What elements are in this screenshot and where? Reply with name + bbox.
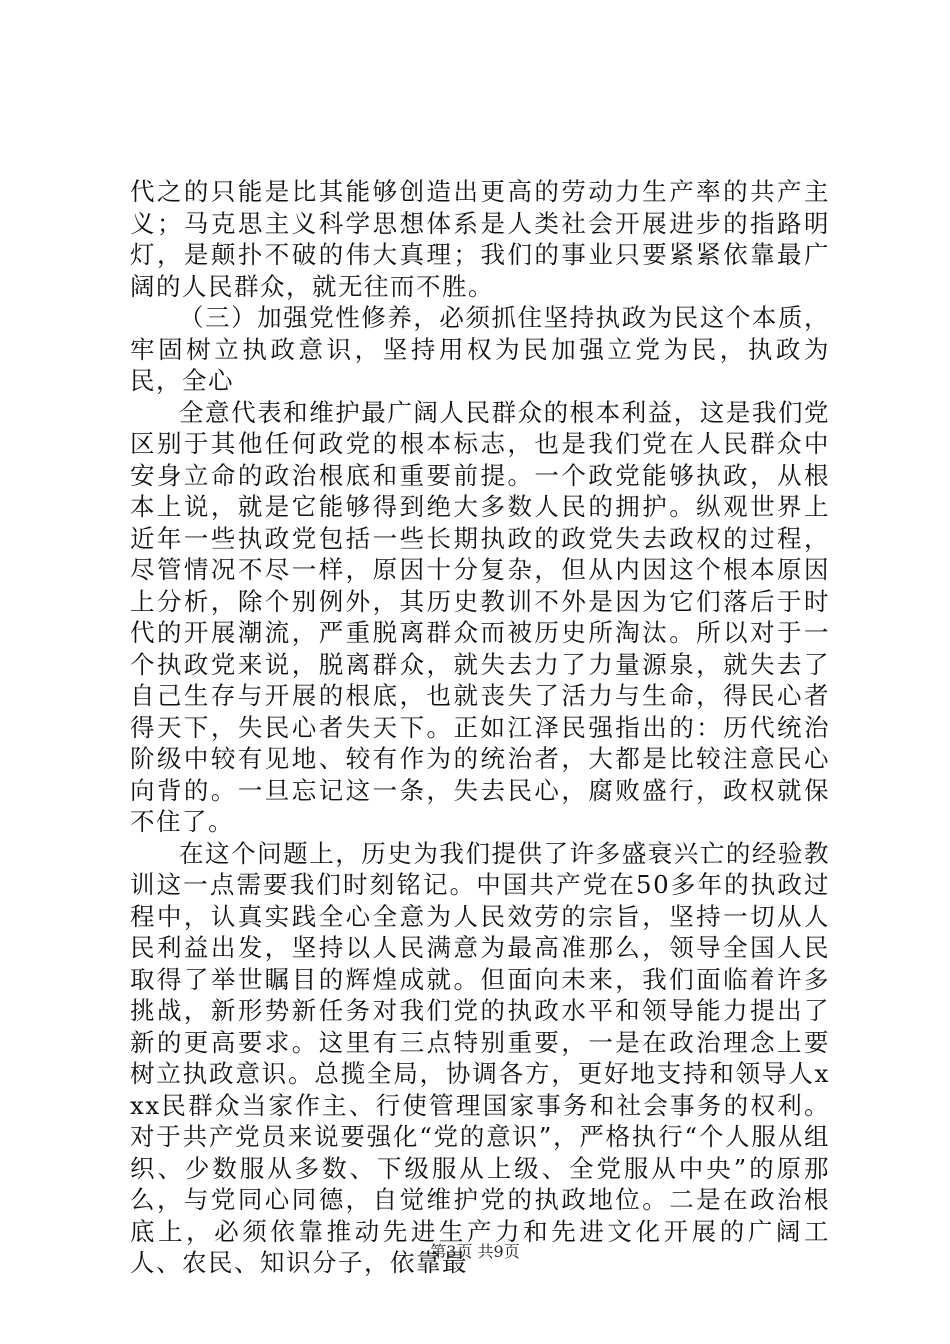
document-body bbox=[130, 176, 830, 1279]
page-footer: 第3页 共9页 bbox=[430, 1242, 520, 1261]
paragraph-1: 代之的只能是比其能够创造出更高的劳动力生产率的共产主义；马克思主义科学思想体系是人类社会开展进步的指路明灯，是颠扑不破的伟大真理；我们的事业只要紧紧依靠最广阔的人民群众，就无往而不胜。 bbox=[130, 177, 830, 301]
paragraph-4: 在这个问题上，历史为我们提供了许多盛衰兴亡的经验教训这一点需要我们时刻铭记。中国共产党在50多年的执政过程中，认真实践全心全意为人民效劳的宗旨，坚持一切从人民利益出发，坚持以人民满意为最高准那么，领导全国人民取得了举世瞩目的辉煌成就。但面向未来，我们面临着许多挑战，新形势新任务对我们党的执政水平和领导能力提出了新的更高要求。这里有三点特别重要，一是在政治理念上要树立执政意识。总揽全局，协调各方，更好地支持和领导人xxx民群众当家作主、行使管理国家事务和社会事务的权利。对于共产党员来说要强化“党的意识”，严格执行“个人服从组织、少数服从多数、下级服从上级、全党服从中央”的原那么，与党同心同德，自觉维护党的执政地位。二是在政治根底上，必须依靠推动先进生产力和先进文化开展的广阔工人、农民、知识分子，依靠最 bbox=[130, 838, 830, 1277]
paragraph-3: 全意代表和维护最广阔人民群众的根本利益，这是我们党区别于其他任何政党的根本标志，也是我们党在人民群众中安身立命的政治根底和重要前提。一个政党能够执政，从根本上说，就是它能够得到绝大多数人民的拥护。纵观世界上近年一些执政党包括一些长期执政的政党失去政权的过程，尽管情况不尽一样，原因十分复杂，但从内因这个根本原因上分析，除个别例外，其历史教训不外是因为它们落后于时代的开展潮流，严重脱离群众而被历史所淘汰。所以对于一个执政党来说，脱离群众，就失去力了力量源泉，就失去了自己生存与开展的根底，也就丧失了活力与生命，得民心者得天下，失民心者失天下。正如江泽民强指出的：历代统治阶级中较有见地、较有作为的统治者，大都是比较注意民心向背的。一旦忘记这一条，失去民心，腐败盛行，政权就保不住了。 bbox=[130, 397, 830, 836]
paragraph-2: （三）加强党性修养，必须抓住坚持执政为民这个本质，牢固树立执政意识，坚持用权为民加强立党为民，执政为民，全心 bbox=[130, 303, 830, 395]
